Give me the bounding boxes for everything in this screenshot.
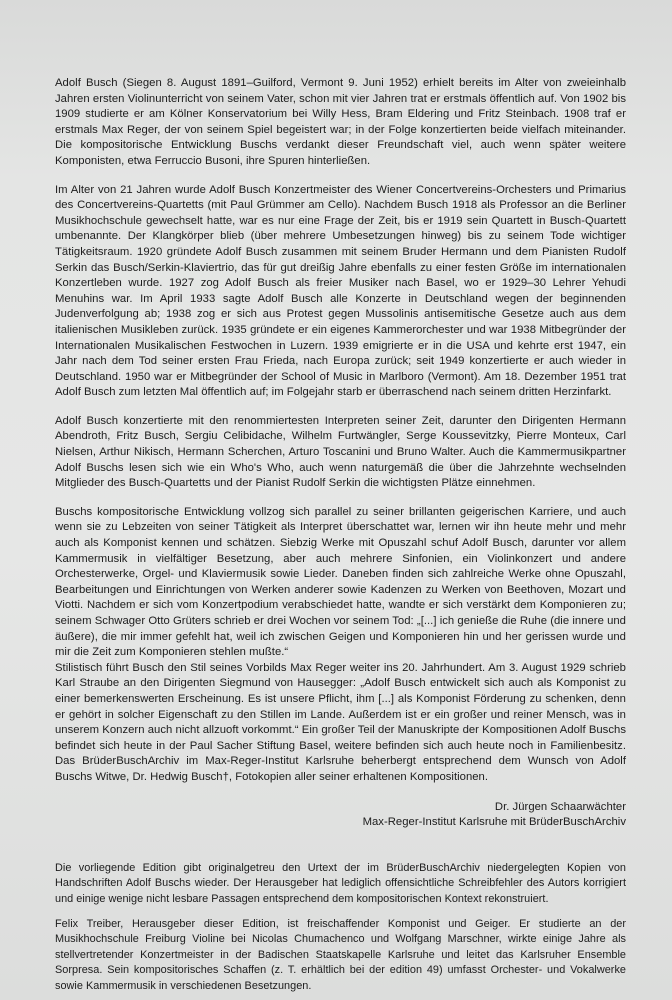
signature-institution: Max-Reger-Institut Karlsruhe mit BrüderBuschArchiv: [362, 816, 626, 829]
document-page: [55, 76, 626, 994]
paragraph-composition: Buschs kompositorische Entwicklung vollzog sich parallel zu seiner brillanten geigerischen Karriere, und auch wenn sie zu Lebzeiten von seiner Tätigkeit als Interpret überschattet war, lernen wir ihn heute mehr und mehr auch als Komponist kennen und schätzen. Siebzig Werke mit Opuszahl schuf Adolf Busch, darunter vor allem Kammermusik in vielfältiger Besetzung, aber auch mehrere Sinfonien, ein Violinkonzert und andere Orchesterwerke, Orgel- und Klaviermusik sowie Lieder. Daneben finden sich zahlreiche Werke ohne Opuszahl, Bearbeitungen und Einrichtungen von Werken anderer sowie Kadenzen zu Werken von Beethoven, Mozart und Viotti. Nachdem er sich vom Konzertpodium verabschiedet hatte, wandte er sich verstärkt dem Komponieren zu; seinem Schwager Otto Grüters schrieb er drei Wochen vor seinem Tod: „[...] ich genieße die Ruhe (die innere und äußere), die mir immer gefehlt hat, weil ich zwischen Geigen und Komponieren hin und her gerissen wurde und mir die Zeit zum Komponieren stehlen mußte.“: [55, 505, 626, 659]
edition-note: Die vorliegende Edition gibt originalgetreu den Urtext der im BrüderBuschArchiv niedergelegten Kopien von Handschriften Adolf Buschs wieder. Der Herausgeber hat lediglich offensichtliche Schreibfehler des Autors korrigiert und einige wenige nicht lesbare Passagen entsprechend dem kompositorischen Kontext rekonstruiert.: [55, 861, 626, 905]
paragraph-biography-early: Adolf Busch (Siegen 8. August 1891–Guilford, Vermont 9. Juni 1952) erhielt bereits im Alter von zweieinhalb Jahren ersten Violinunterricht von seinem Vater, schon mit vier Jahren trat er erstmals öffentlich auf. Von 1902 bis 1909 studierte er am Kölner Konservatorium bei Willy Hess, Bram Eldering und Fritz Steinbach. 1908 traf er erstmals Max Reger, der von seinem Spiel begeistert war; in der Folge konzertierten beide vielfach miteinander. Die kompositorische Entwicklung Buschs verdankt dieser Freundschaft viel, auch wenn später weitere Komponisten, etwa Ferruccio Busoni, ihre Spuren hinterließen.: [55, 77, 626, 167]
signature-author: Dr. Jürgen Schaarwächter: [494, 800, 626, 813]
editorial-section: [55, 861, 626, 994]
paragraph-biography-career: Im Alter von 21 Jahren wurde Adolf Busch Konzertmeister des Wiener Concertvereins-Orchesters und Primarius des Concertvereins-Quartetts (mit Paul Grümmer am Cello). Nachdem Busch 1918 als Professor an die Berliner Musikhochschule gewechselt hatte, war es nur eine Frage der Zeit, bis er 1919 sein Quartett in Busch-Quartett umbenannte. Der Klangkörper blieb (über mehrere Umbesetzungen hinweg) bis zu seinem Tode wichtiger Tätigkeitsraum. 1920 gründete Adolf Busch zusammen mit seinem Bruder Hermann und dem Pianisten Rudolf Serkin das Busch/Serkin-Klaviertrio, das für gut dreißig Jahre ebenfalls zu einer festen Größe im internationalen Konzertleben wurde. 1927 zog Adolf Busch als freier Musiker nach Basel, wo er 1929–30 Lehrer Yehudi Menuhins war. Im April 1933 sagte Adolf Busch alle Konzerte in Deutschland wegen der beginnenden Judenverfolgung ab; 1938 zog er sich aus Protest gegen Mussolinis antisemitische Gesetze auch aus dem italienischen Musikleben zurück. 1935 gründete er ein eigenes Kammerorchester und war 1938 Mitbegründer der Internationalen Musikalischen Festwochen in Luzern. 1939 emigrierte er in die USA und kehrte erst 1947, ein Jahr nach dem Tod seiner ersten Frau Frieda, nach Europa zurück; seit 1949 konzertierte er auch wieder in Deutschland. 1950 war er Mitbegründer der School of Music in Marlboro (Vermont). Am 18. Dezember 1951 trat Adolf Busch zum letzten Mal öffentlich auf; im Folgejahr starb er überraschend nach seinem dritten Herzinfarkt.: [55, 183, 626, 399]
signature-block: [55, 800, 626, 831]
paragraph-style: Stilistisch führt Busch den Stil seines Vorbilds Max Reger weiter ins 20. Jahrhundert. Am 3. August 1929 schrieb Karl Straube an den Dirigenten Siegmund von Hausegger: „Adolf Busch entwickelt sich auch als Komponist zu einer bemerkenswerten Erscheinung. Es ist unsere Pflicht, ihm [...] als Komponist Förderung zu schenken, denn er gehört in solcher Eigenschaft zu den Stillen im Lande. Außerdem ist er ein großer und reiner Mensch, was in unserem Konzern auch nicht allzuoft vorkommt.“ Ein großer Teil der Manuskripte der Kompositionen Adolf Buschs befindet sich heute in der Paul Sacher Stiftung Basel, weitere befinden sich auch heute noch in Familienbesitz. Das BrüderBuschArchiv im Max-Reger-Institut Karlsruhe beherbergt entsprechend dem Wunsch von Adolf Buschs Witwe, Dr. Hedwig Busch†, Fotokopien aller seiner erhaltenen Kompositionen.: [55, 661, 626, 783]
editor-bio: Felix Treiber, Herausgeber dieser Edition, ist freischaffender Komponist und Geiger. Er studierte an der Musikhochschule Freiburg Violine bei Nicolas Chumachenco und Wolfgang Marschner, wirkte einige Jahre als stellvertretender Konzertmeister in der Badischen Staatskapelle Karlsruhe und leitet das Karlsruher Ensemble Sorpresa. Sein kompositorisches Schaffen (z. T. erhältlich bei der edition 49) umfasst Orchester- und Vokalwerke sowie Kammermusik in verschiedenen Besetzungen.: [55, 917, 626, 992]
paragraph-biography-partners: Adolf Busch konzertierte mit den renommiertesten Interpreten seiner Zeit, darunter den Dirigenten Hermann Abendroth, Fritz Busch, Sergiu Celibidache, Wilhelm Furtwängler, Serge Koussevitzky, Pierre Monteux, Carl Nielsen, Arthur Nikisch, Hermann Scherchen, Arturo Toscanini und Bruno Walter. Auch die Kammermusikpartner Adolf Buschs lesen sich wie ein Who's Who, auch wenn naturgemäß die über die Jahrzehnte wechselnden Mitglieder des Busch-Quartetts und der Pianist Rudolf Serkin die wichtigsten Plätze einnehmen.: [55, 414, 626, 490]
